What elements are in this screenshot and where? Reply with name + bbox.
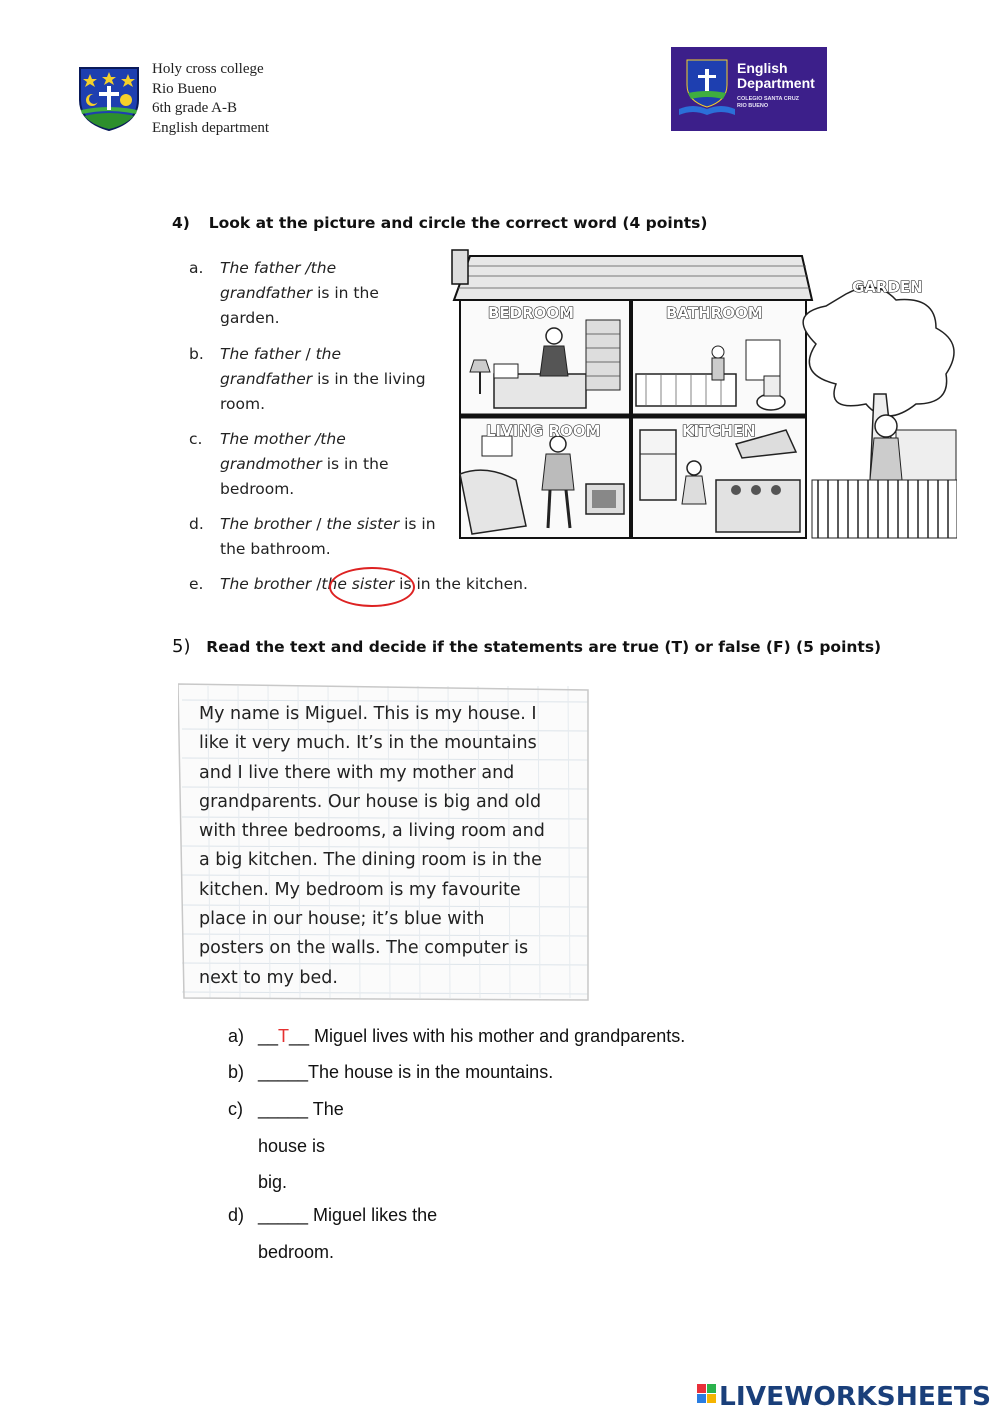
answer-input-b[interactable]: _____The house is in the mountains. <box>258 1062 554 1082</box>
story-line: posters on the walls. The computer is <box>199 938 529 959</box>
label-kitchen: KITCHEN <box>682 422 756 440</box>
school-crest-icon <box>78 64 140 132</box>
story-line: grandparents. Our house is big and old <box>199 791 542 812</box>
answer-input-a[interactable]: T <box>278 1026 290 1046</box>
label-bedroom: BEDROOM <box>488 304 575 322</box>
school-name: Holy cross college <box>152 61 264 77</box>
story-line: kitchen. My bedroom is my favourite <box>199 879 521 900</box>
label-bathroom: BATHROOM <box>666 304 763 322</box>
story-line: and I live there with my mother and <box>199 762 515 783</box>
section-4-title: 4) Look at the picture and circle the correct word (4 points) <box>172 214 708 232</box>
label-living-room: LIVING ROOM <box>486 422 601 440</box>
option-grandfather[interactable]: grandfather <box>220 284 313 302</box>
school-city: Rio Bueno <box>152 80 217 97</box>
department-logo-subtitle: COLEGIO SANTA CRUZ RIO BUENO <box>737 96 800 109</box>
story-line: like it very much. It’s in the mountains <box>199 733 537 754</box>
answer-input-d[interactable]: _____ Miguel likes the <box>258 1205 438 1225</box>
option-the-mother-the[interactable]: The mother /the <box>220 430 346 448</box>
story-line: next to my bed. <box>199 967 338 988</box>
house-picture <box>446 244 957 540</box>
option-the-brother[interactable]: The brother <box>220 515 312 533</box>
liveworksheets-logo <box>697 1378 993 1408</box>
option-the-father[interactable]: The father <box>220 345 301 363</box>
option-the-father-grandfather[interactable]: The father /the <box>220 259 337 277</box>
option-the-brother[interactable]: The brother <box>220 575 312 593</box>
option-the-sister[interactable]: the sister <box>326 515 400 533</box>
option-grandfather[interactable]: grandfather <box>220 370 313 388</box>
story-line: with three bedrooms, a living room and <box>199 821 545 842</box>
answer-circle <box>329 567 415 607</box>
school-grade: 6th grade A-B <box>152 100 237 116</box>
story-line: a big kitchen. The dining room is in the <box>199 850 542 871</box>
story-line: My name is Miguel. This is my house. I <box>199 704 537 724</box>
option-the[interactable]: the <box>315 345 342 363</box>
answer-input-c[interactable]: _____ The <box>258 1099 344 1119</box>
option-the-sister-circled[interactable]: the sister <box>321 575 395 593</box>
option-grandmother[interactable]: grandmother <box>220 455 322 473</box>
story-text <box>199 700 589 993</box>
department-logo-title: English Department <box>737 60 815 91</box>
school-info <box>152 60 269 138</box>
story-container <box>178 680 590 1002</box>
english-department-logo <box>671 47 827 131</box>
story-line: place in our house; it’s blue with <box>199 909 485 930</box>
department-crest-icon <box>679 57 735 119</box>
label-garden: GARDEN <box>852 278 923 296</box>
school-department: English department <box>152 119 270 136</box>
section-5-title: 5) Read the text and decide if the statements are true (T) or false (F) (5 points) <box>172 636 882 657</box>
liveworksheets-brand: LIVEWORKSHEETS <box>719 1382 991 1408</box>
